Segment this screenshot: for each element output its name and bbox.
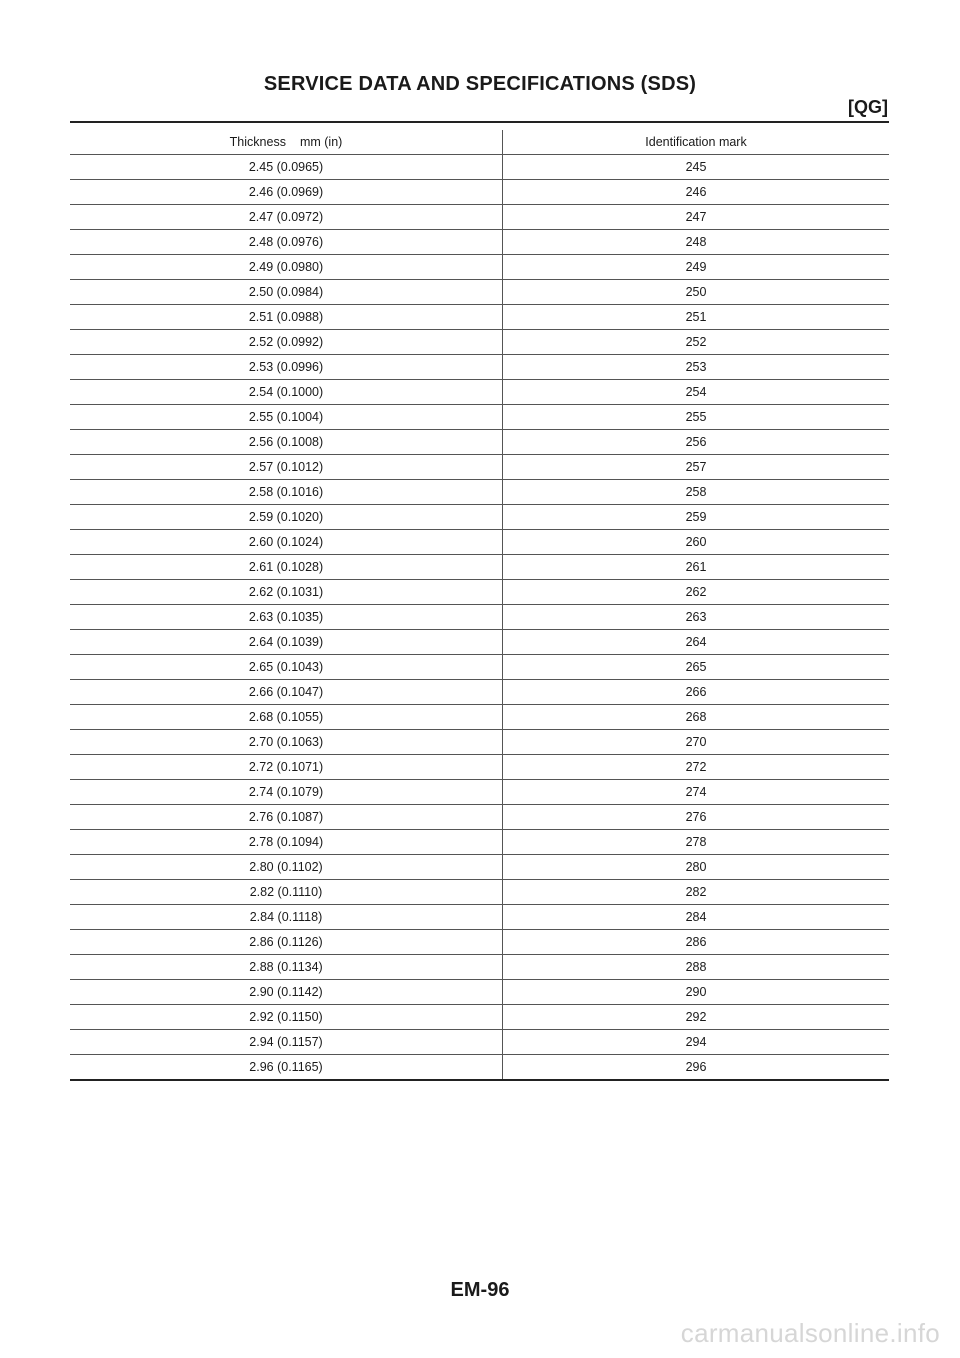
table-row (70, 155, 889, 180)
cell-identification-mark: 280 (503, 855, 890, 880)
cell-thickness: 2.45 (0.0965) (70, 155, 503, 180)
cell-identification-mark: 296 (503, 1055, 890, 1081)
table-row (70, 555, 889, 580)
cell-thickness: 2.54 (0.1000) (70, 380, 503, 405)
column-header-thickness (70, 130, 503, 155)
table-row (70, 855, 889, 880)
table-row (70, 755, 889, 780)
table-row (70, 830, 889, 855)
watermark: carmanualsonline.info (680, 1318, 940, 1348)
cell-thickness: 2.86 (0.1126) (70, 930, 503, 955)
cell-identification-mark: 292 (503, 1005, 890, 1030)
cell-thickness: 2.47 (0.0972) (70, 205, 503, 230)
cell-identification-mark: 252 (503, 330, 890, 355)
table-row (70, 955, 889, 980)
cell-thickness: 2.90 (0.1142) (70, 980, 503, 1005)
table-row (70, 455, 889, 480)
cell-identification-mark: 294 (503, 1030, 890, 1055)
cell-thickness: 2.51 (0.0988) (70, 305, 503, 330)
column-header-identification-mark: Identification mark (503, 130, 890, 155)
page-number: EM-96 (450, 1279, 510, 1301)
table-row (70, 480, 889, 505)
cell-identification-mark: 259 (503, 505, 890, 530)
cell-identification-mark: 245 (503, 155, 890, 180)
cell-identification-mark: 250 (503, 280, 890, 305)
thickness-label: Thickness (229, 135, 286, 149)
cell-thickness: 2.53 (0.0996) (70, 355, 503, 380)
cell-identification-mark: 249 (503, 255, 890, 280)
cell-thickness: 2.59 (0.1020) (70, 505, 503, 530)
table-row (70, 1005, 889, 1030)
cell-identification-mark: 290 (503, 980, 890, 1005)
table-row (70, 380, 889, 405)
table-row (70, 680, 889, 705)
cell-thickness: 2.64 (0.1039) (70, 630, 503, 655)
cell-identification-mark: 274 (503, 780, 890, 805)
cell-thickness: 2.66 (0.1047) (70, 680, 503, 705)
cell-thickness: 2.84 (0.1118) (70, 905, 503, 930)
table-row (70, 430, 889, 455)
cell-identification-mark: 270 (503, 730, 890, 755)
table-row (70, 805, 889, 830)
table-row (70, 1055, 889, 1081)
cell-thickness: 2.76 (0.1087) (70, 805, 503, 830)
cell-identification-mark: 284 (503, 905, 890, 930)
table-row (70, 655, 889, 680)
cell-thickness: 2.88 (0.1134) (70, 955, 503, 980)
table-row (70, 230, 889, 255)
table-row (70, 880, 889, 905)
cell-identification-mark: 251 (503, 305, 890, 330)
table-header-row (70, 130, 889, 155)
cell-identification-mark: 261 (503, 555, 890, 580)
cell-identification-mark: 248 (503, 230, 890, 255)
cell-identification-mark: 272 (503, 755, 890, 780)
cell-thickness: 2.68 (0.1055) (70, 705, 503, 730)
cell-thickness: 2.57 (0.1012) (70, 455, 503, 480)
cell-identification-mark: 255 (503, 405, 890, 430)
table-row (70, 980, 889, 1005)
cell-identification-mark: 254 (503, 380, 890, 405)
cell-identification-mark: 256 (503, 430, 890, 455)
table-row (70, 730, 889, 755)
cell-thickness: 2.50 (0.0984) (70, 280, 503, 305)
cell-thickness: 2.70 (0.1063) (70, 730, 503, 755)
cell-identification-mark: 246 (503, 180, 890, 205)
cell-identification-mark: 258 (503, 480, 890, 505)
table-row (70, 305, 889, 330)
table-row (70, 505, 889, 530)
cell-thickness: 2.48 (0.0976) (70, 230, 503, 255)
cell-thickness: 2.82 (0.1110) (70, 880, 503, 905)
cell-thickness: 2.46 (0.0969) (70, 180, 503, 205)
cell-identification-mark: 247 (503, 205, 890, 230)
cell-thickness: 2.55 (0.1004) (70, 405, 503, 430)
cell-identification-mark: 278 (503, 830, 890, 855)
cell-thickness: 2.92 (0.1150) (70, 1005, 503, 1030)
thickness-spec-table (70, 130, 889, 1081)
table-row (70, 205, 889, 230)
cell-thickness: 2.96 (0.1165) (70, 1055, 503, 1081)
table-row (70, 405, 889, 430)
page-title: SERVICE DATA AND SPECIFICATIONS (SDS) (263, 73, 697, 95)
table-row (70, 330, 889, 355)
cell-thickness: 2.56 (0.1008) (70, 430, 503, 455)
cell-thickness: 2.61 (0.1028) (70, 555, 503, 580)
table-row (70, 930, 889, 955)
cell-thickness: 2.72 (0.1071) (70, 755, 503, 780)
table-row (70, 355, 889, 380)
table-row (70, 180, 889, 205)
cell-thickness: 2.94 (0.1157) (70, 1030, 503, 1055)
cell-thickness: 2.78 (0.1094) (70, 830, 503, 855)
cell-identification-mark: 257 (503, 455, 890, 480)
table-body (70, 155, 889, 1081)
table-row (70, 580, 889, 605)
section-code: [QG] (848, 97, 888, 117)
cell-thickness: 2.60 (0.1024) (70, 530, 503, 555)
cell-identification-mark: 265 (503, 655, 890, 680)
header-rule (70, 121, 889, 123)
cell-identification-mark: 264 (503, 630, 890, 655)
table-row (70, 255, 889, 280)
cell-identification-mark: 286 (503, 930, 890, 955)
cell-identification-mark: 268 (503, 705, 890, 730)
cell-identification-mark: 253 (503, 355, 890, 380)
table-row (70, 780, 889, 805)
table-row (70, 630, 889, 655)
table-row (70, 905, 889, 930)
cell-identification-mark: 282 (503, 880, 890, 905)
table-row (70, 605, 889, 630)
cell-identification-mark: 288 (503, 955, 890, 980)
thickness-unit: mm (in) (299, 135, 343, 149)
table-row (70, 705, 889, 730)
cell-identification-mark: 263 (503, 605, 890, 630)
cell-thickness: 2.62 (0.1031) (70, 580, 503, 605)
cell-thickness: 2.58 (0.1016) (70, 480, 503, 505)
cell-thickness: 2.65 (0.1043) (70, 655, 503, 680)
cell-thickness: 2.80 (0.1102) (70, 855, 503, 880)
cell-identification-mark: 276 (503, 805, 890, 830)
cell-identification-mark: 262 (503, 580, 890, 605)
table-row (70, 280, 889, 305)
cell-identification-mark: 260 (503, 530, 890, 555)
cell-thickness: 2.49 (0.0980) (70, 255, 503, 280)
table-header (70, 130, 889, 155)
cell-identification-mark: 266 (503, 680, 890, 705)
cell-thickness: 2.52 (0.0992) (70, 330, 503, 355)
table-row (70, 1030, 889, 1055)
cell-thickness: 2.63 (0.1035) (70, 605, 503, 630)
cell-thickness: 2.74 (0.1079) (70, 780, 503, 805)
table-row (70, 530, 889, 555)
